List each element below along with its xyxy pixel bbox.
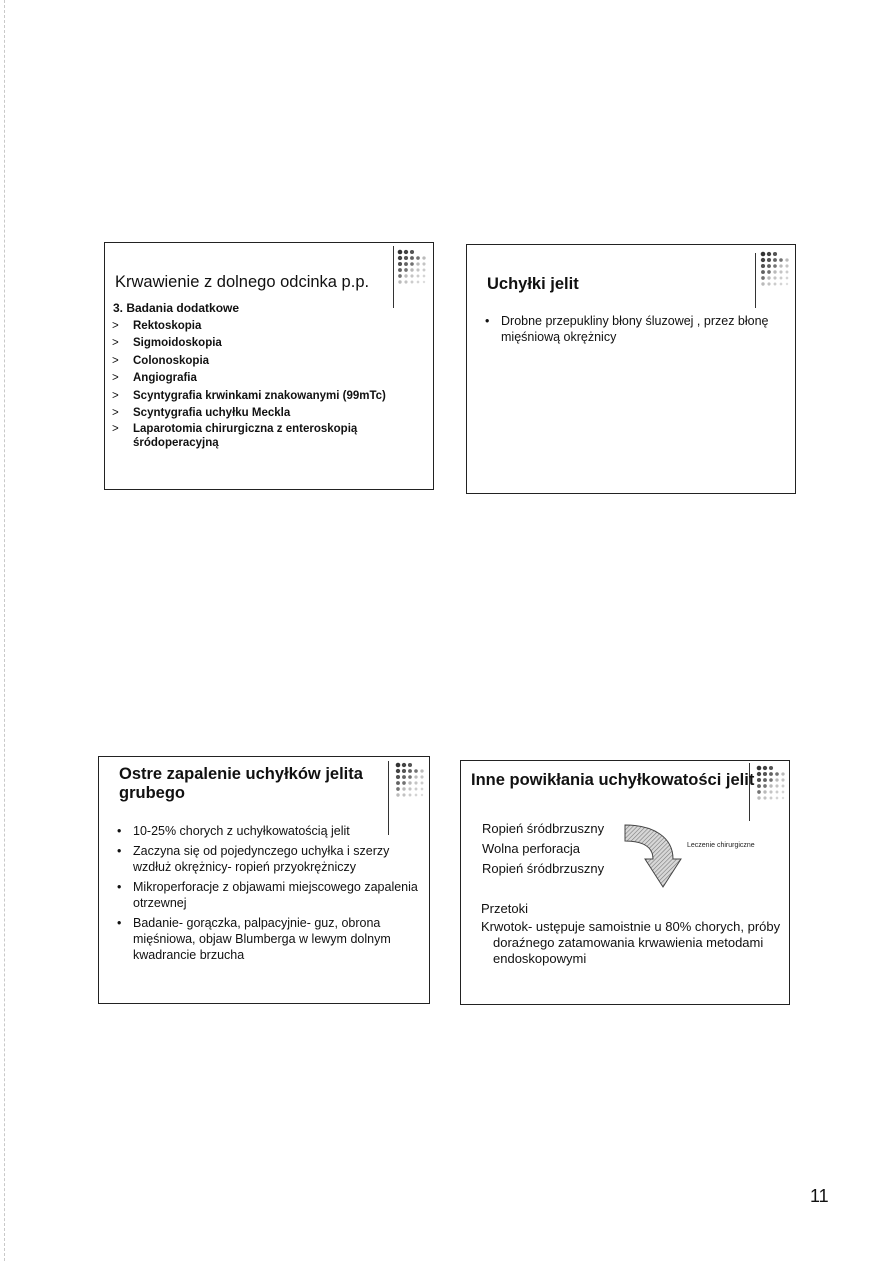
logo-dot — [761, 270, 765, 274]
logo-dot — [410, 268, 413, 271]
logo-dot — [398, 250, 403, 255]
page-fold-edge — [4, 0, 5, 1261]
logo-dot — [775, 784, 778, 787]
logo-dot — [396, 769, 400, 773]
logo-dot — [763, 778, 767, 782]
logo-dot — [773, 270, 776, 273]
logo-dot — [767, 252, 771, 256]
arrow-marker: > — [112, 389, 119, 402]
logo-dot — [773, 276, 776, 279]
logo-dot — [767, 258, 771, 262]
bullet-dot-icon: • — [117, 916, 122, 930]
bullet-dot-icon: • — [117, 844, 122, 858]
logo-dot — [773, 264, 777, 268]
logo-dot — [398, 256, 402, 260]
dot-grid-logo — [395, 762, 427, 805]
logo-dot — [404, 280, 407, 283]
logo-dot — [410, 256, 414, 260]
logo-dot — [779, 258, 783, 262]
logo-dot — [396, 793, 399, 796]
slide-inne-powiklania — [460, 760, 790, 1005]
logo-dot — [785, 258, 788, 261]
logo-dot — [782, 797, 784, 799]
logo-dot — [422, 262, 425, 265]
logo-dot — [402, 787, 405, 790]
logo-dot — [779, 270, 782, 273]
logo-dot — [781, 778, 784, 781]
logo-dot — [398, 274, 402, 278]
logo-dot — [763, 784, 767, 788]
bullet-dot-icon: • — [485, 314, 490, 328]
logo-dot — [780, 277, 783, 280]
logo-dot — [775, 778, 778, 781]
bullet-list — [483, 313, 773, 349]
logo-dot — [410, 274, 413, 277]
logo-dot — [414, 769, 418, 773]
logo-dot — [404, 268, 408, 272]
complication-item: Ropień śródbrzuszny — [482, 861, 605, 876]
item-label: Laparotomia chirurgiczna z enteroskopią śródoperacyjną — [133, 423, 358, 450]
logo-dot — [416, 256, 420, 260]
logo-dot — [761, 258, 765, 262]
logo-dot — [780, 283, 783, 286]
bullet-item — [115, 915, 419, 963]
logo-dot — [782, 785, 785, 788]
slide-title: Uchyłki jelit — [487, 275, 579, 293]
logo-dot — [774, 283, 777, 286]
logo-dot — [773, 252, 777, 256]
logo-dot — [408, 781, 411, 784]
logo-dot — [409, 794, 412, 797]
logo-dot — [421, 794, 423, 796]
logo-dot — [416, 268, 419, 271]
logo-dot — [416, 262, 419, 265]
logo-dot — [408, 787, 411, 790]
arrow-marker: > — [112, 407, 119, 420]
arrow-marker: > — [112, 423, 119, 436]
logo-dot — [763, 766, 767, 770]
item-label: Scyntygrafia krwinkami znakowanymi (99mTc) — [133, 389, 386, 402]
bullet-item — [115, 879, 419, 911]
logo-dot — [781, 772, 784, 775]
dot-grid-logo — [397, 249, 429, 292]
logo-dot — [404, 274, 407, 277]
logo-dot — [404, 262, 408, 266]
slide-uchylki — [466, 244, 796, 494]
complication-item: Wolna perforacja — [482, 841, 581, 856]
item-label: Colonoskopia — [133, 354, 210, 367]
logo-dot — [775, 772, 779, 776]
item-label: Sigmoidoskopia — [133, 337, 222, 350]
bullet-text: Mikroperforacje z objawami miejscowego zapalenia otrzewnej — [133, 880, 418, 910]
logo-dot — [414, 781, 417, 784]
list-item — [112, 353, 426, 370]
logo-dot — [769, 790, 772, 793]
page-number: 11 — [810, 1186, 829, 1206]
curved-arrow-icon — [623, 819, 685, 893]
bullet-dot-icon: • — [117, 880, 122, 894]
list-item — [112, 422, 426, 450]
logo-dot — [757, 790, 761, 794]
logo-dot — [776, 791, 779, 794]
logo-dot — [769, 772, 773, 776]
dot-grid-logo — [760, 251, 792, 294]
logo-dot — [402, 769, 406, 773]
logo-dot — [396, 763, 401, 768]
logo-dot — [767, 264, 771, 268]
bullet-item — [483, 313, 773, 345]
logo-dot — [767, 270, 771, 274]
logo-dot — [769, 778, 773, 782]
logo-dot — [415, 794, 418, 797]
bullet-item — [115, 843, 419, 875]
title-divider-line — [755, 253, 756, 308]
logo-dot — [398, 280, 401, 283]
arrow-marker: > — [112, 372, 119, 385]
logo-dot — [769, 766, 773, 770]
logo-dot — [398, 268, 402, 272]
logo-dot — [761, 252, 766, 257]
logo-dot — [767, 282, 770, 285]
slide-krwawienie — [104, 242, 434, 490]
bullet-list — [115, 823, 419, 967]
item-label: Rektoskopia — [133, 320, 202, 332]
logo-dot — [761, 264, 765, 268]
logo-dot — [786, 271, 789, 274]
bullet-text: 10-25% chorych z uchyłkowatością jelit — [133, 824, 350, 838]
logo-dot — [402, 781, 406, 785]
logo-dot — [408, 775, 412, 779]
logo-dot — [404, 256, 408, 260]
item-label: Scyntygrafia uchyłku Meckla — [133, 407, 291, 420]
list-item — [112, 370, 426, 387]
logo-dot — [402, 775, 406, 779]
slide-title: Ostre zapalenie uchyłków jelita grubego — [119, 765, 363, 802]
logo-dot — [420, 775, 423, 778]
logo-dot — [776, 797, 779, 800]
logo-dot — [763, 790, 766, 793]
logo-dot — [423, 275, 426, 278]
logo-dot — [786, 283, 788, 285]
logo-dot — [417, 275, 420, 278]
logo-dot — [763, 772, 767, 776]
logo-dot — [410, 250, 414, 254]
logo-dot — [423, 269, 426, 272]
logo-dot — [396, 775, 400, 779]
logo-dot — [398, 262, 402, 266]
logo-dot — [396, 781, 400, 785]
logo-dot — [411, 281, 414, 284]
logo-dot — [767, 276, 770, 279]
logo-dot — [402, 763, 406, 767]
arrow-marker: > — [112, 354, 119, 367]
exam-list — [112, 318, 426, 450]
arrow-label: Leczenie chirurgiczne — [687, 842, 755, 849]
bullet-text: Drobne przepukliny błony śluzowej , przez błonę mięśniową okrężnicy — [501, 314, 769, 344]
logo-dot — [786, 277, 789, 280]
bleeding-text: Krwotok- ustępuje samoistnie u 80% chorych, próby doraźnego zatamowania krwawienia metodami endoskopowymi — [481, 919, 781, 966]
logo-dot — [402, 793, 405, 796]
logo-dot — [761, 276, 765, 280]
logo-dot — [421, 782, 424, 785]
bullet-text: Badanie- gorączka, palpacyjnie- guz, obrona mięśniowa, objaw Blumberga w lewym dolnym kwadrancie brzucha — [133, 916, 391, 962]
logo-dot — [408, 769, 412, 773]
slide-ostre-zapalenie — [98, 756, 430, 1004]
list-item — [112, 335, 426, 352]
title-divider-line — [393, 246, 394, 308]
slide-title: Krwawienie z dolnego odcinka p.p. — [115, 273, 370, 291]
logo-dot — [420, 769, 423, 772]
logo-dot — [761, 282, 764, 285]
logo-dot — [779, 264, 782, 267]
logo-dot — [408, 763, 412, 767]
logo-dot — [404, 250, 408, 254]
bullet-dot-icon: • — [117, 824, 122, 838]
logo-dot — [417, 281, 420, 284]
logo-dot — [770, 797, 773, 800]
slide-title: Inne powikłania uchyłkowatości jelit — [471, 771, 755, 789]
logo-dot — [415, 788, 418, 791]
list-item — [112, 405, 426, 422]
bullet-item — [115, 823, 419, 839]
arrow-marker: > — [112, 320, 119, 332]
fistula-label: Przetoki — [481, 901, 528, 916]
logo-dot — [773, 258, 777, 262]
logo-dot — [410, 262, 414, 266]
logo-dot — [422, 256, 425, 259]
complication-item: Ropień śródbrzuszny — [482, 821, 605, 836]
arrow-marker: > — [112, 337, 119, 350]
list-item — [112, 388, 426, 405]
logo-dot — [421, 788, 424, 791]
section-heading: 3. Badania dodatkowe — [113, 301, 240, 315]
logo-dot — [763, 796, 766, 799]
logo-dot — [757, 766, 762, 771]
list-item — [112, 318, 426, 335]
logo-dot — [785, 264, 788, 267]
logo-dot — [414, 775, 417, 778]
logo-dot — [396, 787, 400, 791]
logo-dot — [769, 784, 772, 787]
logo-dot — [423, 281, 425, 283]
bullet-text: Zaczyna się od pojedynczego uchyłka i szerzy wzdłuż okrężnicy- ropień przyokrężniczy — [133, 844, 390, 874]
item-label: Angiografia — [133, 372, 197, 385]
logo-dot — [757, 796, 760, 799]
logo-dot — [782, 791, 785, 794]
